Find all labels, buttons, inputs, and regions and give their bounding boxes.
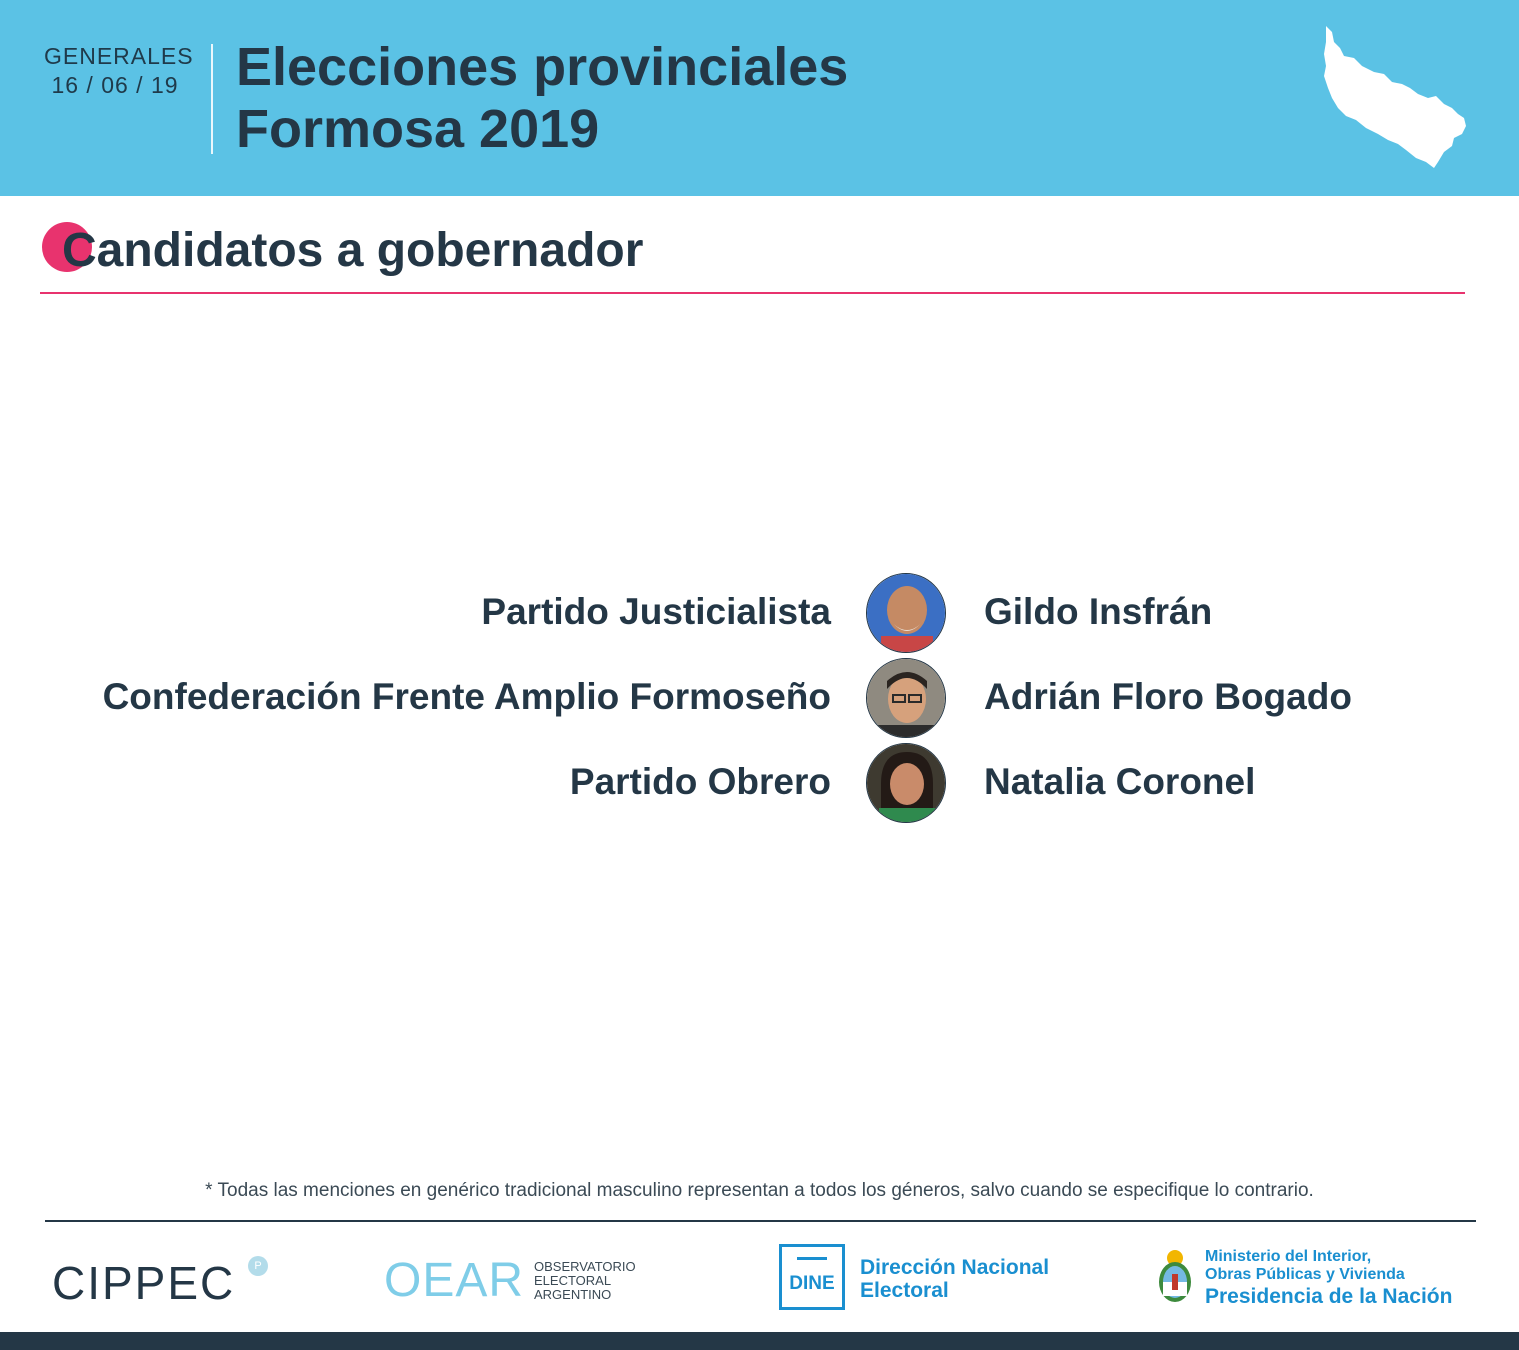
dine-text-line: Electoral <box>860 1279 949 1302</box>
oear-text-line: ARGENTINO <box>534 1287 612 1302</box>
title-line-1: Elecciones provinciales <box>236 37 849 97</box>
candidate-photo <box>866 573 946 653</box>
candidate-name: Adrián Floro Bogado <box>984 676 1352 717</box>
candidate-name: Natalia Coronel <box>984 761 1256 802</box>
page-title <box>236 36 848 160</box>
ministerio-line-2: Obras Públicas y Vivienda <box>1205 1266 1405 1283</box>
ministerio-line-3: Presidencia de la Nación <box>1205 1285 1453 1308</box>
formosa-province-map-icon <box>1318 22 1474 174</box>
candidate-row <box>0 743 1519 825</box>
title-line-2: Formosa 2019 <box>236 99 600 159</box>
section-divider <box>40 292 1465 294</box>
candidate-photo <box>866 658 946 738</box>
candidate-photo-icon <box>867 574 946 653</box>
cippec-logo-text: CIPPEC <box>52 1257 236 1309</box>
dine-logo-box <box>779 1244 845 1310</box>
candidate-row <box>0 658 1519 740</box>
dine-logo-mark: DINE <box>789 1273 835 1294</box>
party-name: Partido Obrero <box>569 761 831 802</box>
oear-logo-mark: OEAR <box>384 1254 525 1307</box>
header-band <box>0 0 1519 196</box>
candidate-photo <box>866 743 946 823</box>
election-date: 16 / 06 / 19 <box>51 72 179 98</box>
ministerio-line-1: Ministerio del Interior, <box>1205 1248 1372 1265</box>
footnote: * Todas las menciones en genérico tradicional masculino representan a todos los géneros, salvo cuando se especifique lo contrario. <box>205 1180 1314 1201</box>
election-type: GENERALES <box>44 43 194 69</box>
dine-logo-text <box>860 1256 1100 1302</box>
footer-divider <box>45 1220 1476 1222</box>
oear-text-line: ELECTORAL <box>534 1273 612 1288</box>
dine-text-line: Dirección Nacional <box>860 1256 1050 1279</box>
cippec-logo <box>52 1256 262 1310</box>
cippec-badge-icon: P <box>248 1256 268 1276</box>
section-title: Candidatos a gobernador <box>62 224 644 277</box>
candidate-name: Gildo Insfrán <box>984 591 1213 632</box>
oear-text-line: OBSERVATORIO <box>534 1259 636 1274</box>
candidate-row <box>0 573 1519 655</box>
party-name: Confederación Frente Amplio Formoseño <box>102 676 831 717</box>
candidate-photo-icon <box>867 744 946 823</box>
oear-logo-text <box>534 1260 674 1302</box>
election-info <box>44 42 194 100</box>
party-name: Partido Justicialista <box>481 591 831 632</box>
candidate-photo-icon <box>867 659 946 738</box>
dine-logo-bar <box>797 1257 827 1260</box>
national-coat-of-arms-icon <box>1156 1248 1194 1306</box>
bottom-bar <box>0 1332 1519 1350</box>
header-divider <box>211 44 213 154</box>
